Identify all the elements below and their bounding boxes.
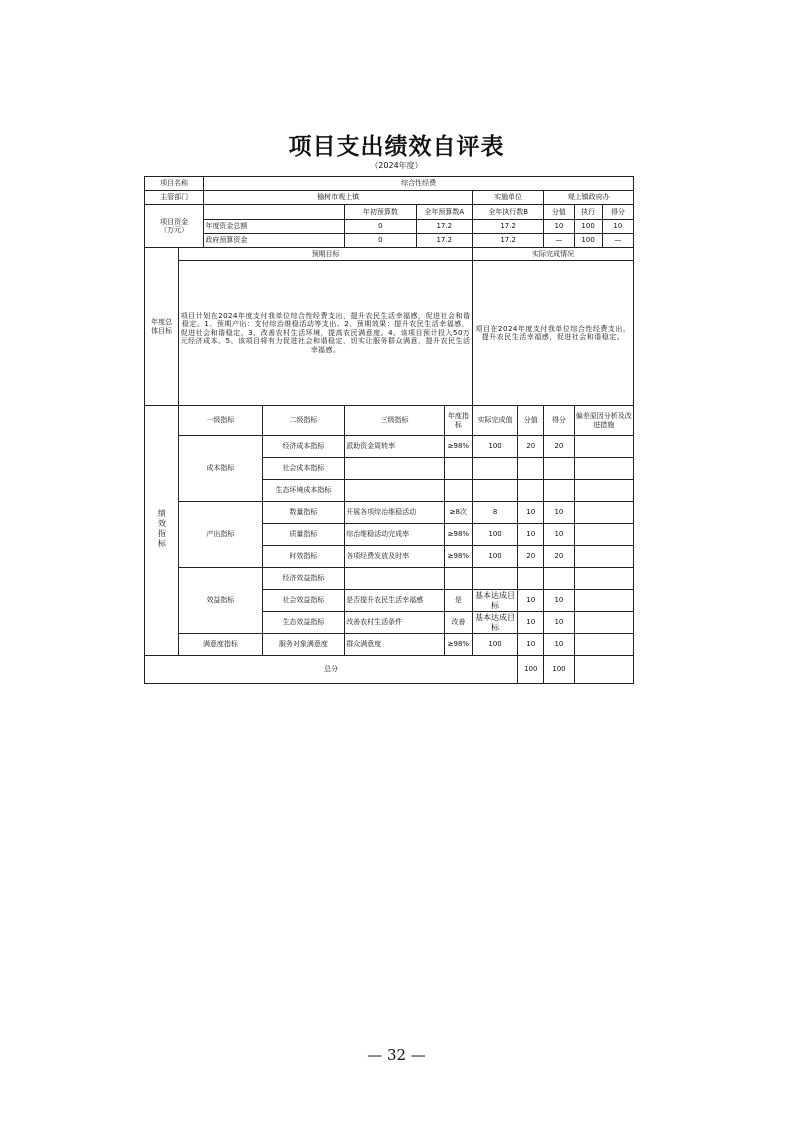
cell xyxy=(574,524,633,546)
indicator-block-text: 绩效指标 xyxy=(157,509,167,550)
cell: 10 xyxy=(544,502,574,524)
table-row xyxy=(145,502,634,524)
label-weight: 分值 xyxy=(518,406,544,436)
cell: 开展各项综治维稳活动 xyxy=(345,502,445,524)
cell: 时效指标 xyxy=(262,546,345,568)
cell xyxy=(472,480,517,502)
cell: ≥98% xyxy=(444,634,472,656)
cell xyxy=(574,436,633,458)
label-department: 主管部门 xyxy=(145,191,204,205)
cell xyxy=(574,546,633,568)
l1-satisfaction: 满意度指标 xyxy=(179,634,262,656)
cell xyxy=(574,634,633,656)
cell xyxy=(518,480,544,502)
cell: 0 xyxy=(345,234,416,248)
evaluation-table xyxy=(144,176,634,684)
department-value: 榆树市观上镇 xyxy=(204,191,473,205)
cell: 10 xyxy=(518,524,544,546)
label-level2: 二级指标 xyxy=(262,406,345,436)
cell: 经济成本指标 xyxy=(262,436,345,458)
label-indicator-block xyxy=(145,406,179,656)
label-exec-rate: 执行 xyxy=(574,205,602,220)
cell: 群众满意度 xyxy=(345,634,445,656)
cell: 基本达成目标 xyxy=(472,612,517,634)
cell xyxy=(345,458,445,480)
cell: 生态环境成本指标 xyxy=(262,480,345,502)
label-reason: 偏差原因分析及改进措施 xyxy=(574,406,633,436)
label-ind-score: 得分 xyxy=(544,406,574,436)
label-fiscal-funds: 政府预算资金 xyxy=(204,234,345,248)
cell: 是 xyxy=(444,590,472,612)
label-goal-block: 年度总体目标 xyxy=(145,248,179,406)
total-weight: 100 xyxy=(518,656,544,684)
cell: 10 xyxy=(518,590,544,612)
cell: 17.2 xyxy=(416,220,472,234)
cell: 17.2 xyxy=(472,220,543,234)
page-title: 项目支出绩效自评表 xyxy=(288,133,505,160)
year-note: （2024年度） xyxy=(370,161,423,170)
cell: 100 xyxy=(574,220,602,234)
funds-blank-header xyxy=(204,205,345,220)
cell: 100 xyxy=(574,234,602,248)
project-name-value: 综合性经费 xyxy=(204,177,634,191)
cell: 100 xyxy=(472,546,517,568)
cell: 20 xyxy=(544,546,574,568)
cell xyxy=(472,458,517,480)
cell: — xyxy=(544,234,574,248)
label-actual-status: 实际完成情况 xyxy=(472,248,633,261)
cell xyxy=(544,480,574,502)
cell: 10 xyxy=(518,612,544,634)
cell: 100 xyxy=(472,524,517,546)
label-actual: 实际完成值 xyxy=(472,406,517,436)
label-project-name: 项目名称 xyxy=(145,177,204,191)
cell: 经济效益指标 xyxy=(262,568,345,590)
cell: 100 xyxy=(472,436,517,458)
impl-unit-value: 观上镇政府办 xyxy=(544,191,634,205)
cell: ≥98% xyxy=(444,524,472,546)
cell xyxy=(444,480,472,502)
cell: 10 xyxy=(544,612,574,634)
cell: 服务对象满意度 xyxy=(262,634,345,656)
cell: 20 xyxy=(518,546,544,568)
row-total xyxy=(145,656,634,684)
expected-goal-text: 项目计划在2024年度支付我单位综合性经费支出，提升农民生活幸福感，促进社会和谐稳定。1、预期产出：支付综治维稳活动等支出。2、预期效果：提升农民生活幸福感，促进社会和谐稳定。3、改善农村生活环境，提高农民满意度。4、该项目预计投入50万元经济成本。5、该项目将有力促进社会和谐稳定，切实让服务群众满意，提升农民生活幸福感。 xyxy=(179,261,473,406)
cell xyxy=(518,458,544,480)
label-level3: 三级指标 xyxy=(345,406,445,436)
cell xyxy=(574,612,633,634)
cell xyxy=(574,656,633,684)
cell: 8 xyxy=(472,502,517,524)
cell: 20 xyxy=(544,436,574,458)
cell: 社会效益指标 xyxy=(262,590,345,612)
cell xyxy=(345,480,445,502)
row-fiscal-funds xyxy=(145,234,634,248)
row-project-name xyxy=(145,177,634,191)
cell: 派助资金周转率 xyxy=(345,436,445,458)
cell xyxy=(472,568,517,590)
cell xyxy=(574,568,633,590)
cell: 改善 xyxy=(444,612,472,634)
cell: 10 xyxy=(544,590,574,612)
table-row xyxy=(145,436,634,458)
cell: 17.2 xyxy=(416,234,472,248)
row-indicator-header xyxy=(145,406,634,436)
label-annual-total: 年度资金总额 xyxy=(204,220,345,234)
cell xyxy=(574,458,633,480)
cell xyxy=(544,568,574,590)
cell: 综治维稳活动完成率 xyxy=(345,524,445,546)
cell xyxy=(574,590,633,612)
cell: 10 xyxy=(518,634,544,656)
cell xyxy=(574,502,633,524)
cell: 17.2 xyxy=(472,234,543,248)
cell: 10 xyxy=(544,220,574,234)
cell: ≥98% xyxy=(444,546,472,568)
table-row xyxy=(145,568,634,590)
cell xyxy=(574,480,633,502)
row-goal-content xyxy=(145,261,634,406)
label-expected-goal: 预期目标 xyxy=(179,248,473,261)
cell: 10 xyxy=(602,220,633,234)
cell xyxy=(345,568,445,590)
cell: 各项经费发放及时率 xyxy=(345,546,445,568)
cell: 数量指标 xyxy=(262,502,345,524)
cell: 0 xyxy=(345,220,416,234)
l1-benefit: 效益指标 xyxy=(179,568,262,634)
cell xyxy=(518,568,544,590)
label-total: 总分 xyxy=(145,656,518,684)
cell: 20 xyxy=(518,436,544,458)
row-department xyxy=(145,191,634,205)
page-number: — 32 — xyxy=(367,1046,426,1064)
cell: 10 xyxy=(544,634,574,656)
cell: 基本达成目标 xyxy=(472,590,517,612)
row-funds-header xyxy=(145,205,634,220)
cell: 改善农村生活条件 xyxy=(345,612,445,634)
cell xyxy=(544,458,574,480)
l1-cost: 成本指标 xyxy=(179,436,262,502)
total-score: 100 xyxy=(544,656,574,684)
cell: 10 xyxy=(518,502,544,524)
cell xyxy=(444,568,472,590)
label-annual: 年度指标 xyxy=(444,406,472,436)
label-initial-budget: 年初预算数 xyxy=(345,205,416,220)
label-full-exec: 全年执行数B xyxy=(472,205,543,220)
label-score-weight: 分值 xyxy=(544,205,574,220)
label-funds: 项目资金 （万元） xyxy=(145,205,204,248)
cell: 100 xyxy=(472,634,517,656)
cell: 是否提升农民生活幸福感 xyxy=(345,590,445,612)
cell: 生态效益指标 xyxy=(262,612,345,634)
cell: 10 xyxy=(544,524,574,546)
actual-status-text: 项目在2024年度支付我单位综合性经费支出，提升农民生活幸福感，促进社会和谐稳定。 xyxy=(472,261,633,406)
label-impl-unit: 实施单位 xyxy=(472,191,543,205)
label-level1: 一级指标 xyxy=(179,406,262,436)
row-annual-total xyxy=(145,220,634,234)
label-full-budget: 全年预算数A xyxy=(416,205,472,220)
cell: — xyxy=(602,234,633,248)
label-score: 得分 xyxy=(602,205,633,220)
table-row xyxy=(145,634,634,656)
cell: ≥98% xyxy=(444,436,472,458)
l1-output: 产出指标 xyxy=(179,502,262,568)
cell: 质量指标 xyxy=(262,524,345,546)
cell: 社会成本指标 xyxy=(262,458,345,480)
cell: ≥8次 xyxy=(444,502,472,524)
cell xyxy=(444,458,472,480)
row-goal-header xyxy=(145,248,634,261)
